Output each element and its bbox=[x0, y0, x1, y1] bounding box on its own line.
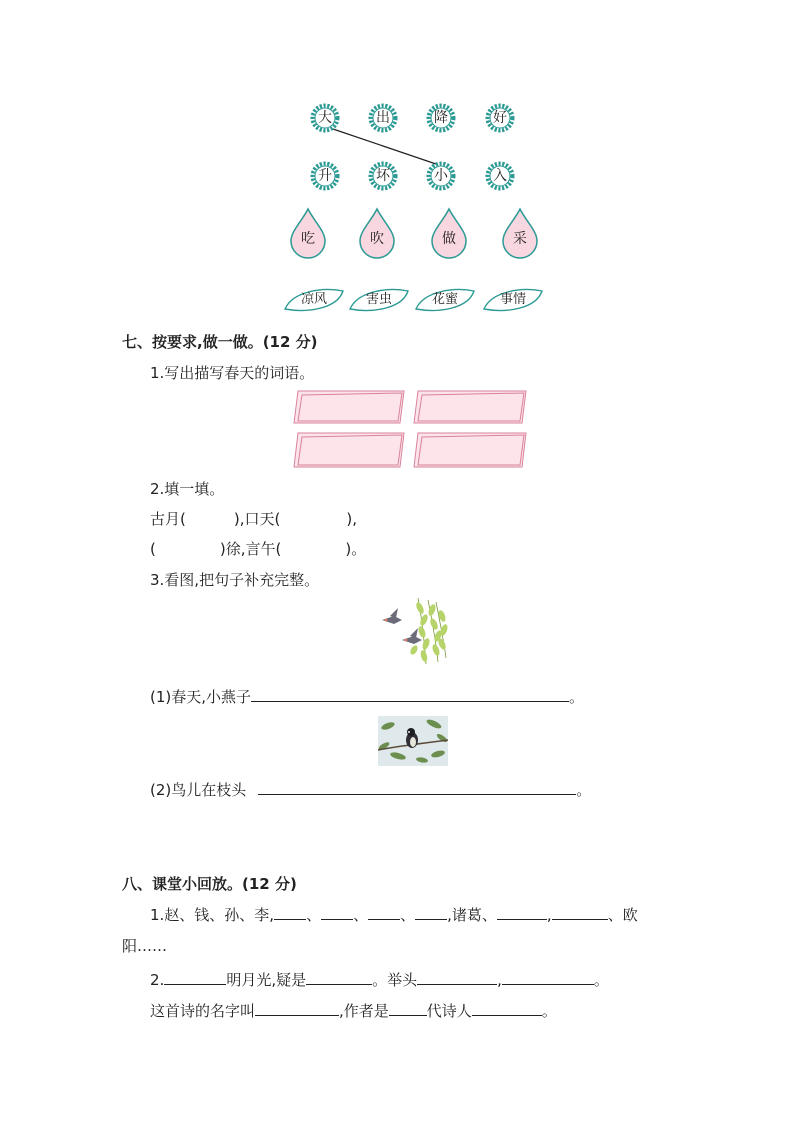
poem-c: , bbox=[497, 971, 502, 989]
sentence-2-blank[interactable] bbox=[258, 781, 576, 795]
poem-info-a: 这首诗的名字叫 bbox=[150, 1002, 256, 1020]
gear-char[interactable]: 出 bbox=[376, 110, 390, 126]
poem-b: 。举头 bbox=[372, 971, 418, 989]
section7-q1: 1.写出描写春天的词语。 bbox=[150, 364, 315, 382]
sentence-2 bbox=[150, 779, 591, 800]
surname-blank-5[interactable] bbox=[497, 906, 547, 920]
poem-blank-4[interactable] bbox=[502, 971, 594, 985]
fill-a-pre: 古月( bbox=[150, 510, 186, 528]
surname-blank-6[interactable] bbox=[552, 906, 608, 920]
fill-line-1 bbox=[150, 508, 357, 529]
sep-6: 、欧 bbox=[607, 906, 638, 924]
poem-info-b: ,作者是 bbox=[339, 1002, 389, 1020]
leaf-word[interactable]: 花蜜 bbox=[431, 292, 458, 307]
gear-char[interactable]: 小 bbox=[434, 168, 448, 184]
gear-char[interactable]: 入 bbox=[493, 168, 507, 184]
fill-c-post: )徐,言午( bbox=[219, 540, 282, 558]
fill-d-post: )。 bbox=[345, 540, 367, 558]
drop-char[interactable]: 做 bbox=[442, 231, 456, 247]
sep-3: 、 bbox=[400, 906, 416, 924]
poem-info-d: 。 bbox=[541, 1002, 557, 1020]
sentence-1-prefix: (1)春天,小燕子 bbox=[150, 688, 252, 706]
sep-4: ,诸葛、 bbox=[447, 906, 497, 924]
poem-line bbox=[150, 969, 609, 990]
leaf-word[interactable]: 害虫 bbox=[365, 292, 392, 307]
poem-title-blank[interactable] bbox=[255, 1002, 339, 1016]
bird-branch-image bbox=[378, 716, 448, 766]
gear-char[interactable]: 大 bbox=[318, 110, 332, 126]
leaf-word[interactable]: 事情 bbox=[499, 292, 526, 307]
sentence-1 bbox=[150, 686, 584, 707]
spring-words-answer-boxes bbox=[292, 387, 532, 471]
surname-blank-3[interactable] bbox=[368, 906, 400, 920]
sentence-1-end: 。 bbox=[569, 688, 585, 706]
section7-heading: 七、按要求,做一做。(12 分) bbox=[122, 333, 318, 351]
surnames-start: 1.赵、钱、孙、李, bbox=[150, 906, 275, 924]
sep-1: 、 bbox=[306, 906, 322, 924]
gear-char[interactable]: 好 bbox=[493, 110, 507, 126]
sep-5: , bbox=[546, 906, 552, 924]
section8-heading: 八、课堂小回放。(12 分) bbox=[122, 875, 297, 893]
gear-char[interactable]: 坏 bbox=[376, 168, 390, 184]
sentence-1-blank[interactable] bbox=[251, 688, 569, 702]
gear-char[interactable]: 升 bbox=[318, 168, 332, 184]
fill-b-post: ), bbox=[346, 510, 357, 528]
poem-info-line bbox=[150, 1000, 557, 1021]
fill-line-2 bbox=[150, 538, 366, 559]
poem-a: 明月光,疑是 bbox=[226, 971, 307, 989]
gear-char[interactable]: 降 bbox=[434, 110, 448, 126]
drop-char[interactable]: 吃 bbox=[301, 231, 315, 247]
leaf-word[interactable]: 凉风 bbox=[300, 292, 327, 307]
surname-blank-1[interactable] bbox=[274, 906, 306, 920]
surname-blank-2[interactable] bbox=[321, 906, 353, 920]
poem-info-c: 代诗人 bbox=[426, 1002, 472, 1020]
sentence-2-prefix: (2)鸟儿在枝头 bbox=[150, 781, 247, 799]
poem-blank-3[interactable] bbox=[417, 971, 497, 985]
sep-2: 、 bbox=[353, 906, 369, 924]
fill-c-pre: ( bbox=[150, 540, 156, 558]
dynasty-blank[interactable] bbox=[389, 1002, 427, 1016]
fill-a-post: ),口天( bbox=[233, 510, 281, 528]
poem-blank-1[interactable] bbox=[164, 971, 226, 985]
section7-q2: 2.填一填。 bbox=[150, 480, 225, 498]
surnames-line bbox=[150, 904, 638, 925]
swallows-willow-image bbox=[378, 598, 448, 664]
poet-blank[interactable] bbox=[472, 1002, 542, 1016]
drop-char[interactable]: 采 bbox=[513, 231, 527, 247]
poem-blank-2[interactable] bbox=[306, 971, 372, 985]
sentence-2-end: 。 bbox=[576, 781, 592, 799]
drop-char[interactable]: 吹 bbox=[370, 231, 384, 247]
surname-blank-4[interactable] bbox=[415, 906, 447, 920]
poem-d: 。 bbox=[593, 971, 609, 989]
section7-q3: 3.看图,把句子补充完整。 bbox=[150, 571, 320, 589]
poem-start: 2. bbox=[150, 971, 165, 989]
surnames-cont: 阳…… bbox=[122, 937, 168, 955]
